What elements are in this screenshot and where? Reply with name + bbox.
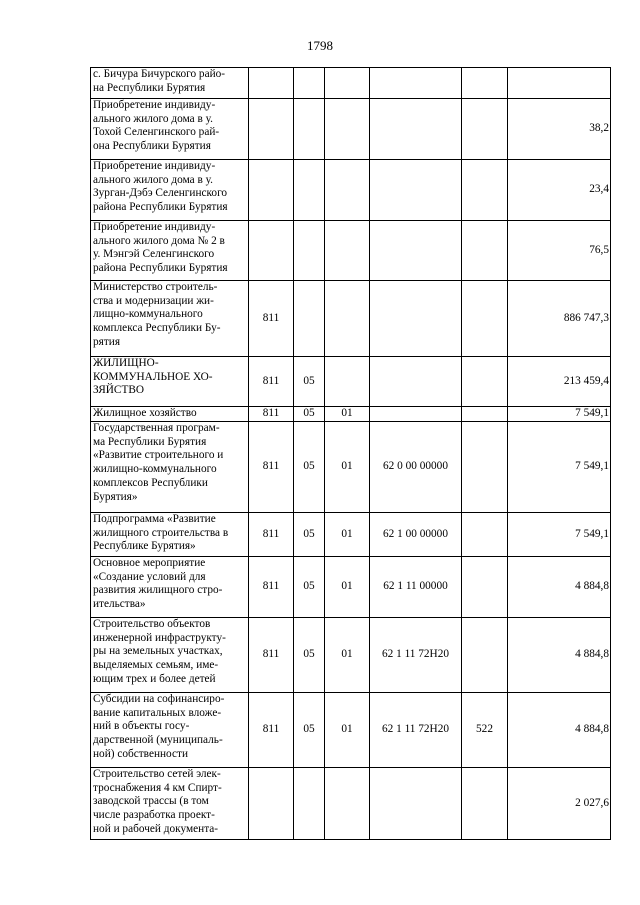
- table-row: [91, 281, 611, 357]
- table-row: [91, 693, 611, 768]
- cell-expense: [462, 768, 508, 840]
- cell-subsection: [325, 357, 370, 407]
- cell-target: [370, 407, 462, 422]
- cell-subsection: [325, 68, 370, 99]
- cell-amount: 213 459,4: [508, 357, 611, 407]
- cell-section: [294, 160, 325, 221]
- cell-subsection: 01: [325, 618, 370, 693]
- cell-subsection: 01: [325, 693, 370, 768]
- cell-ministry: [249, 768, 294, 840]
- table-row: [91, 68, 611, 99]
- cell-section: [294, 99, 325, 160]
- cell-name: Строительство объектов инженерной инфраструкту- ры на земельных участках, выделяемых семьям, име- ющим трех и более детей: [91, 618, 249, 693]
- cell-ministry: [249, 160, 294, 221]
- cell-target: [370, 357, 462, 407]
- cell-subsection: [325, 281, 370, 357]
- cell-section: 05: [294, 513, 325, 557]
- cell-amount: 76,5: [508, 221, 611, 281]
- cell-name: ЖИЛИЩНО- КОММУНАЛЬНОЕ ХО- ЗЯЙСТВО: [91, 357, 249, 407]
- table-row: [91, 407, 611, 422]
- cell-name: Государственная програм- ма Республики Бурятия «Развитие строительного и жилищно-коммунального комплексов Республики Бурятия»: [91, 422, 249, 513]
- cell-name: Приобретение индивиду- ального жилого дома № 2 в у. Мэнгэй Селенгинского района Республики Бурятия: [91, 221, 249, 281]
- cell-target: [370, 281, 462, 357]
- cell-name: Министерство строитель- ства и модернизации жи- лищно-коммунального комплекса Республики Бу- рятия: [91, 281, 249, 357]
- table-row: [91, 618, 611, 693]
- cell-expense: [462, 281, 508, 357]
- cell-name: Жилищное хозяйство: [91, 407, 249, 422]
- cell-name: с. Бичура Бичурского райо- на Республики Бурятия: [91, 68, 249, 99]
- cell-subsection: [325, 221, 370, 281]
- table-row: [91, 557, 611, 618]
- cell-section: 05: [294, 618, 325, 693]
- cell-subsection: 01: [325, 422, 370, 513]
- cell-ministry: 811: [249, 557, 294, 618]
- cell-expense: [462, 422, 508, 513]
- cell-section: 05: [294, 693, 325, 768]
- cell-section: 05: [294, 407, 325, 422]
- cell-expense: [462, 68, 508, 99]
- cell-target: 62 1 11 72Н20: [370, 618, 462, 693]
- cell-section: 05: [294, 422, 325, 513]
- cell-target: 62 1 11 72Н20: [370, 693, 462, 768]
- cell-amount: 886 747,3: [508, 281, 611, 357]
- cell-ministry: 811: [249, 281, 294, 357]
- budget-table: [90, 67, 611, 840]
- cell-subsection: 01: [325, 513, 370, 557]
- table-row: [91, 221, 611, 281]
- cell-ministry: 811: [249, 693, 294, 768]
- cell-amount: 4 884,8: [508, 557, 611, 618]
- cell-target: [370, 160, 462, 221]
- table-row: [91, 160, 611, 221]
- cell-amount: 23,4: [508, 160, 611, 221]
- cell-section: 05: [294, 557, 325, 618]
- cell-name: Субсидии на софинансиро- вание капитальных вложе- ний в объекты госу- дарственной (муниципаль- ной) собственности: [91, 693, 249, 768]
- cell-subsection: 01: [325, 557, 370, 618]
- cell-target: [370, 221, 462, 281]
- cell-amount: [508, 68, 611, 99]
- table-row: [91, 513, 611, 557]
- cell-expense: [462, 513, 508, 557]
- cell-amount: 4 884,8: [508, 693, 611, 768]
- cell-expense: [462, 618, 508, 693]
- cell-subsection: [325, 99, 370, 160]
- cell-section: [294, 281, 325, 357]
- cell-section: [294, 68, 325, 99]
- cell-ministry: 811: [249, 357, 294, 407]
- cell-name: Подпрограмма «Развитие жилищного строительства в Республике Бурятия»: [91, 513, 249, 557]
- cell-target: [370, 768, 462, 840]
- cell-target: 62 1 00 00000: [370, 513, 462, 557]
- cell-target: [370, 99, 462, 160]
- cell-amount: 7 549,1: [508, 422, 611, 513]
- cell-amount: 7 549,1: [508, 407, 611, 422]
- cell-name: Основное мероприятие «Создание условий для развития жилищного стро- ительства»: [91, 557, 249, 618]
- cell-expense: [462, 357, 508, 407]
- cell-target: 62 1 11 00000: [370, 557, 462, 618]
- cell-expense: [462, 407, 508, 422]
- cell-ministry: 811: [249, 618, 294, 693]
- cell-expense: [462, 557, 508, 618]
- cell-amount: 7 549,1: [508, 513, 611, 557]
- table-row: [91, 422, 611, 513]
- cell-amount: 2 027,6: [508, 768, 611, 840]
- table-row: [91, 768, 611, 840]
- cell-expense: [462, 160, 508, 221]
- cell-section: [294, 768, 325, 840]
- cell-target: [370, 68, 462, 99]
- cell-subsection: [325, 160, 370, 221]
- cell-name: Приобретение индивиду- ального жилого дома в у. Тохой Селенгинского рай- она Республики Бурятия: [91, 99, 249, 160]
- cell-amount: 38,2: [508, 99, 611, 160]
- page-number: 1798: [307, 38, 333, 53]
- cell-ministry: 811: [249, 407, 294, 422]
- cell-section: [294, 221, 325, 281]
- cell-subsection: [325, 768, 370, 840]
- cell-amount: 4 884,8: [508, 618, 611, 693]
- cell-target: 62 0 00 00000: [370, 422, 462, 513]
- cell-ministry: 811: [249, 422, 294, 513]
- cell-ministry: [249, 99, 294, 160]
- cell-ministry: [249, 221, 294, 281]
- cell-name: Строительство сетей элек- троснабжения 4 км Спирт- заводской трассы (в том числе разработка проект- ной и рабочей документа-: [91, 768, 249, 840]
- cell-expense: [462, 99, 508, 160]
- cell-expense: 522: [462, 693, 508, 768]
- cell-expense: [462, 221, 508, 281]
- cell-subsection: 01: [325, 407, 370, 422]
- table-row: [91, 357, 611, 407]
- table-row: [91, 99, 611, 160]
- cell-name: Приобретение индивиду- ального жилого дома в у. Зурган-Дэбэ Селенгинского района Республики Бурятия: [91, 160, 249, 221]
- cell-section: 05: [294, 357, 325, 407]
- cell-ministry: [249, 68, 294, 99]
- cell-ministry: 811: [249, 513, 294, 557]
